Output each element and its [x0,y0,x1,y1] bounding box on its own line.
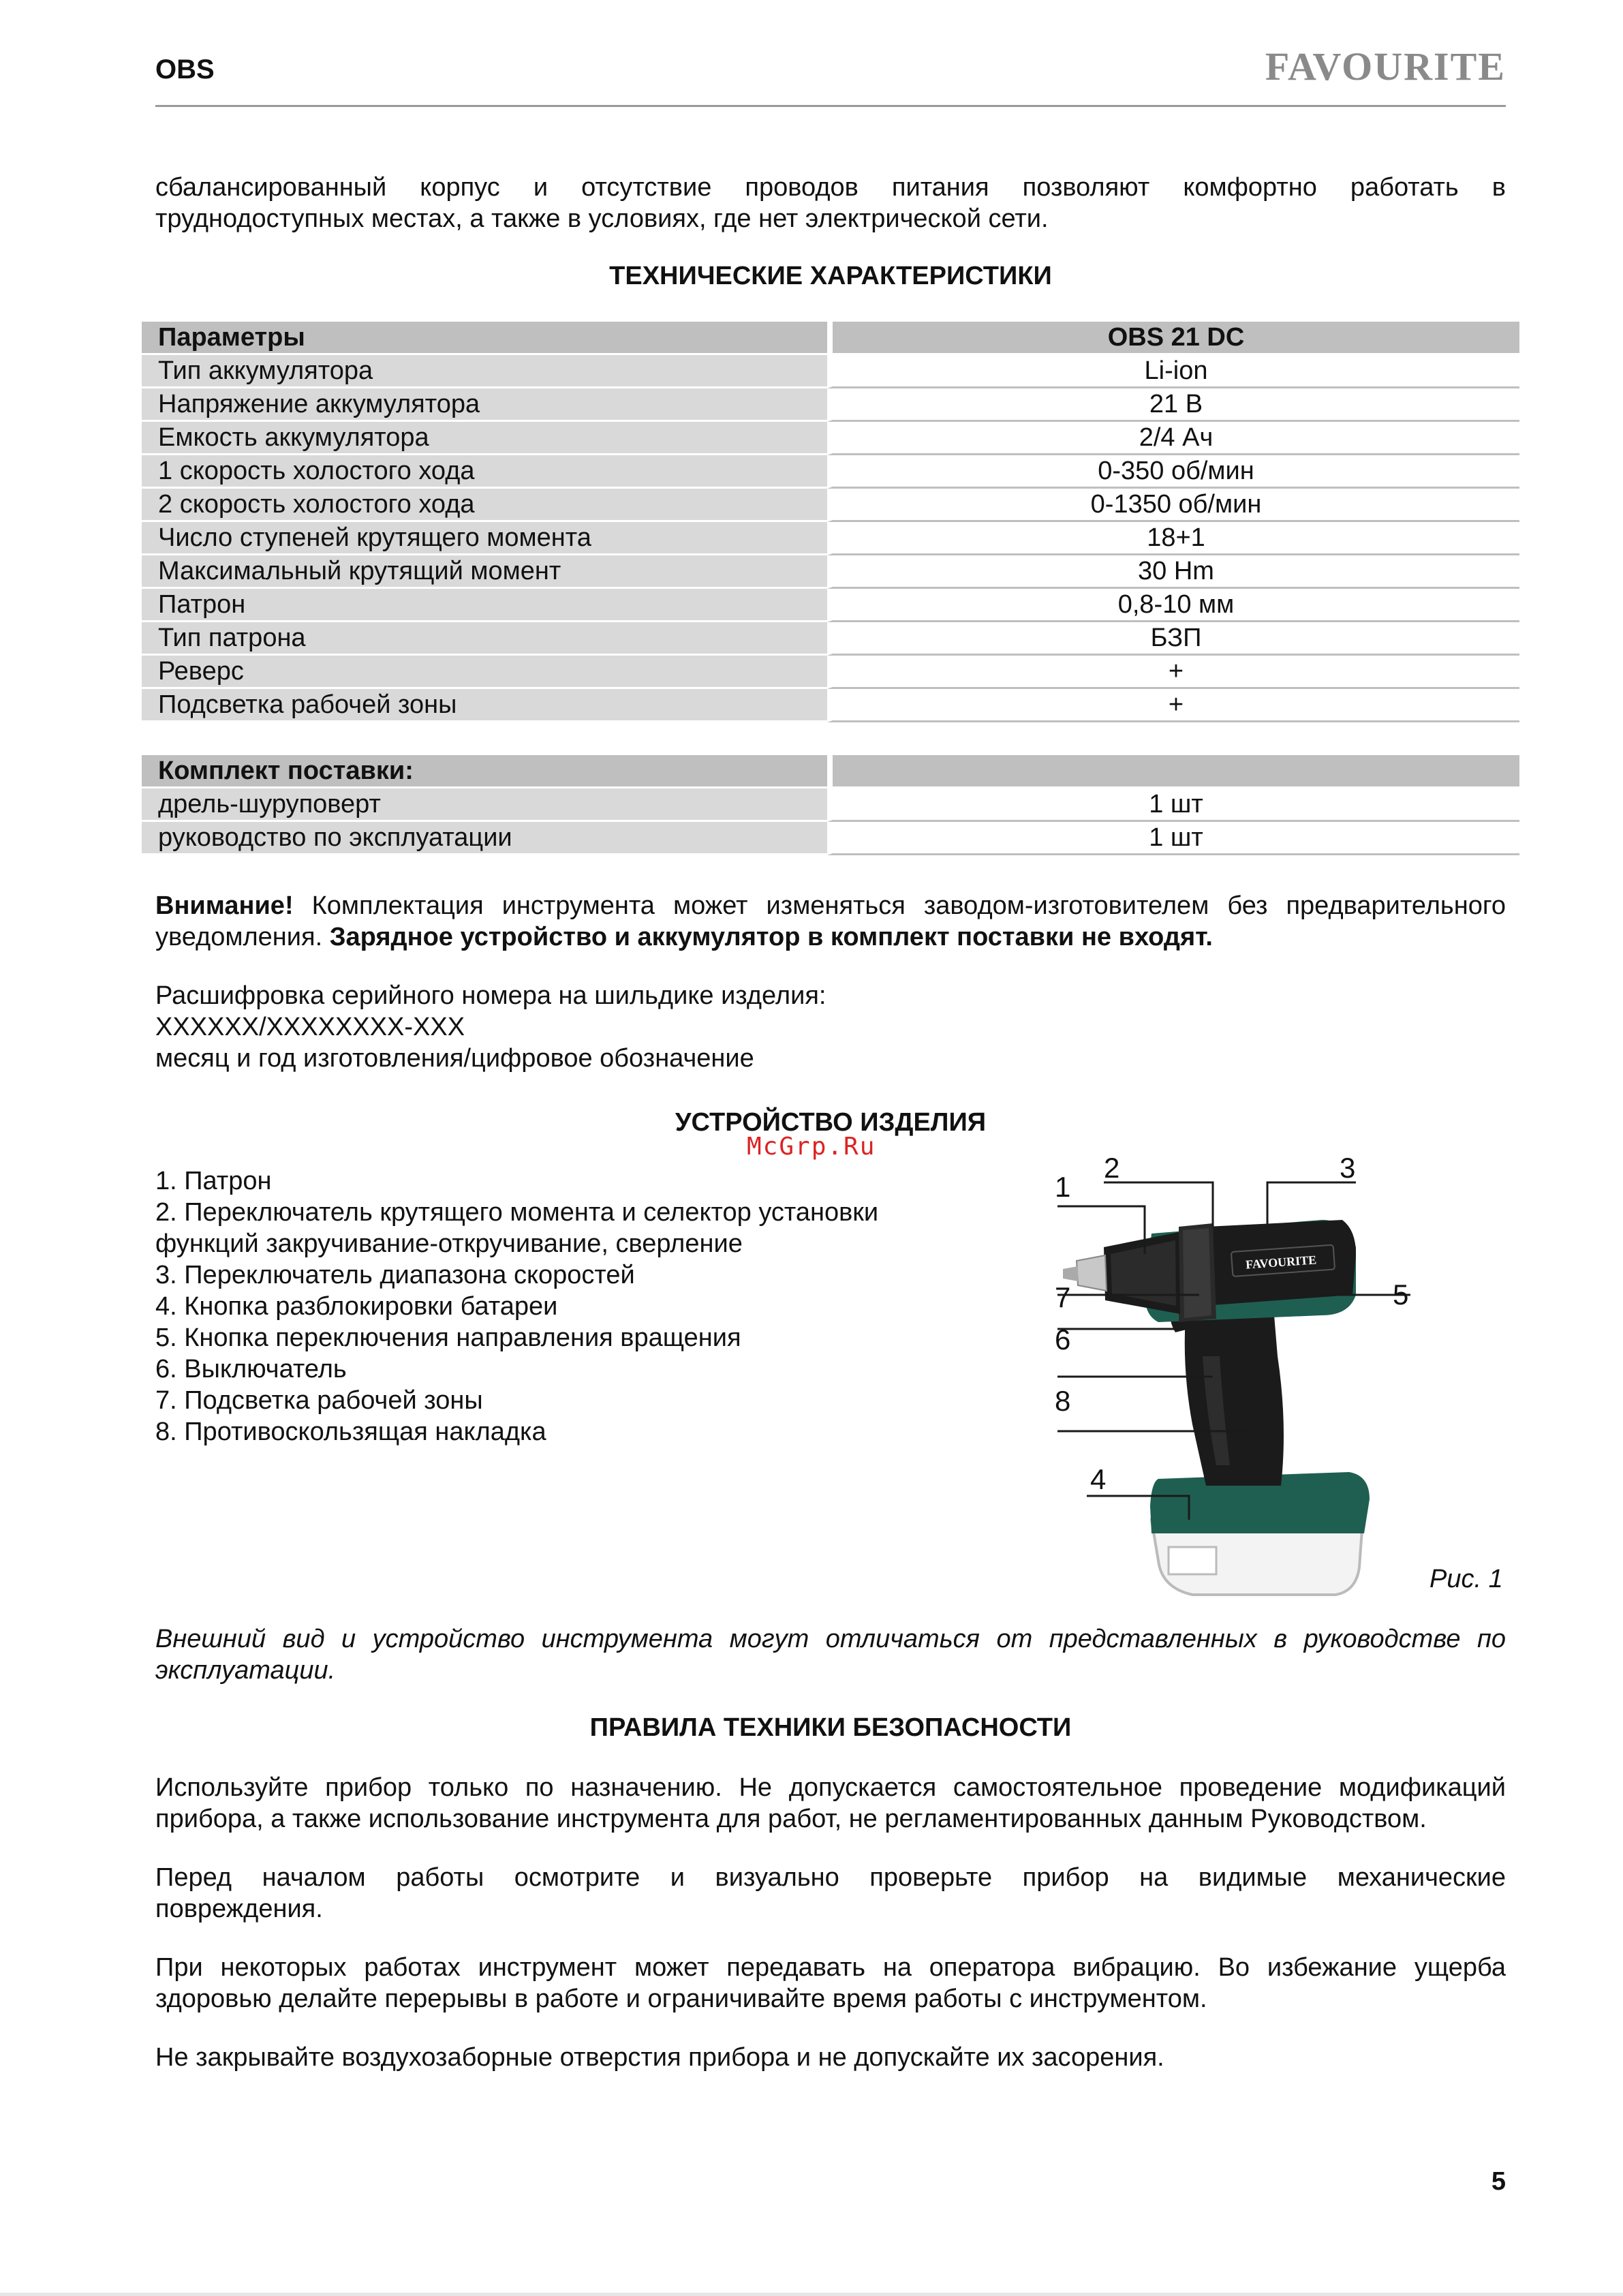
device-parts-list [155,1165,973,1448]
specs-value-cell: Li-ion [827,355,1519,388]
callout-1: 1 [1055,1171,1071,1203]
specs-heading: ТЕХНИЧЕСКИЕ ХАРАКТЕРИСТИКИ [609,262,1052,290]
specs-param-cell: 2 скорость холостого хода [142,489,827,522]
callout-8: 8 [1055,1385,1071,1417]
specs-value-cell: + [827,689,1519,722]
attention-line-2 [155,921,1506,953]
serial-block [155,980,826,1074]
specs-row [142,656,1519,689]
specs-value-cell: 18+1 [827,522,1519,555]
kit-row [142,822,1519,855]
serial-line-3: месяц и год изготовления/цифровое обозначение [155,1044,754,1073]
page-bottom-edge [0,2293,1623,2296]
specs-param-cell: Подсветка рабочей зоны [142,689,827,722]
specs-row [142,689,1519,722]
safety-paragraph-4: Не закрывайте воздухозаборные отверстия прибора и не допускайте их засорения. [155,2043,1164,2072]
safety-p1-line-2: прибора, а также использование инструмента для работ, не регламентированных данным Руководством. [155,1805,1427,1833]
safety-paragraph-1 [155,1772,1506,1835]
kit-table [142,755,1519,855]
device-part-item: 3. Переключатель диапазона скоростей [155,1261,635,1289]
device-part-item: 8. Противоскользящая накладка [155,1418,546,1446]
specs-value-cell: 0-1350 об/мин [827,489,1519,522]
kit-header-row [142,755,1519,789]
specs-param-cell: Тип патрона [142,622,827,656]
callout-7: 7 [1055,1281,1071,1313]
specs-value-cell: 2/4 Ач [827,422,1519,455]
header-model: OBS [155,55,215,85]
attention-text-1: Комплектация инструмента может изменяться заводом-изготовителем без предварительного [293,891,1506,920]
attention-bold-2: Зарядное устройство и аккумулятор в комплект поставки не входят. [329,923,1213,951]
intro-line-1: сбалансированный корпус и отсутствие проводов питания позволяют комфортно работать в [155,173,1506,202]
specs-value-cell: 0,8-10 мм [827,589,1519,622]
watermark: McGrp.Ru [747,1133,876,1161]
intro-paragraph [155,172,1506,234]
page-number: 5 [1491,2167,1506,2196]
specs-param-cell: Максимальный крутящий момент [142,555,827,589]
specs-row [142,388,1519,422]
specs-row [142,622,1519,656]
kit-item-cell: руководство по эксплуатации [142,822,827,855]
specs-param-cell: Емкость аккумулятора [142,422,827,455]
specs-value-cell: БЗП [827,622,1519,656]
specs-table [142,322,1519,722]
device-heading: УСТРОЙСТВО ИЗДЕЛИЯ [675,1108,987,1137]
device-part-item: 5. Кнопка переключения направления вращения [155,1323,741,1352]
safety-p3-line-2: здоровью делайте перерывы в работе и ограничивайте время работы с инструментом. [155,1985,1207,2013]
figure-caption: Рис. 1 [1429,1565,1503,1593]
attention-label: Внимание! [155,891,294,920]
drill-brand-text: FAVOURITE [1245,1253,1317,1272]
serial-line-1: Расшифровка серийного номера на шильдике изделия: [155,981,826,1010]
specs-header-row [142,322,1519,355]
appearance-note [155,1623,1506,1686]
drill-figure [1049,1152,1431,1615]
attention-text-2: уведомления. [155,923,330,951]
specs-value-cell: + [827,656,1519,689]
specs-row [142,555,1519,589]
brand-logo: FAVOURITE [1265,44,1506,89]
safety-p2-line-1: Перед началом работы осмотрите и визуально проверьте прибор на видимые механические [155,1863,1506,1892]
kit-item-cell: дрель-шуруповерт [142,789,827,822]
specs-row [142,355,1519,388]
specs-col-model: OBS 21 DC [827,322,1519,355]
callout-2: 2 [1104,1152,1120,1184]
device-part-item: 7. Подсветка рабочей зоны [155,1386,483,1415]
serial-line-2: XXXXXX/XXXXXXXX-XXX [155,1013,465,1041]
safety-p3-line-1: При некоторых работах инструмент может передавать на оператора вибрацию. Во избежание ущерба [155,1953,1506,1982]
specs-param-cell: Реверс [142,656,827,689]
specs-param-cell: 1 скорость холостого хода [142,455,827,489]
kit-qty-cell: 1 шт [827,789,1519,822]
specs-param-cell: Число ступеней крутящего момента [142,522,827,555]
specs-param-cell: Напряжение аккумулятора [142,388,827,422]
callout-3: 3 [1340,1152,1356,1184]
attention-paragraph [155,890,1506,953]
specs-row [142,489,1519,522]
appearance-note-line-2: эксплуатации. [155,1656,336,1685]
specs-col-param: Параметры [142,322,827,355]
specs-value-cell: 30 Hm [827,555,1519,589]
kit-qty-cell: 1 шт [827,822,1519,855]
kit-header-blank [827,755,1519,789]
specs-row [142,589,1519,622]
specs-row [142,522,1519,555]
safety-heading: ПРАВИЛА ТЕХНИКИ БЕЗОПАСНОСТИ [589,1713,1072,1742]
attention-line-1 [155,890,1506,921]
device-part-item: 6. Выключатель [155,1355,347,1383]
safety-paragraph-3 [155,1952,1506,2015]
device-part-item: 4. Кнопка разблокировки батареи [155,1292,558,1321]
specs-row [142,422,1519,455]
callout-4: 4 [1090,1463,1107,1495]
device-part-item: 1. Патрон [155,1167,272,1195]
kit-row [142,789,1519,822]
safety-p1-line-1: Используйте прибор только по назначению. Не допускается самостоятельное проведение модификаций [155,1773,1506,1802]
kit-heading: Комплект поставки: [142,755,827,789]
safety-p2-line-2: повреждения. [155,1895,323,1923]
device-part-item: 2. Переключатель крутящего момента и селектор установки [155,1198,879,1227]
header-divider [155,105,1506,107]
specs-value-cell: 0-350 об/мин [827,455,1519,489]
specs-row [142,455,1519,489]
safety-paragraph-2 [155,1862,1506,1925]
specs-param-cell: Патрон [142,589,827,622]
callout-5: 5 [1393,1279,1409,1311]
device-part-item: функций закручивание-откручивание, сверление [155,1229,743,1258]
intro-line-2: труднодоступных местах, а также в условиях, где нет электрической сети. [155,204,1049,233]
drill-illustration [1049,1152,1431,1615]
specs-param-cell: Тип аккумулятора [142,355,827,388]
callout-6: 6 [1055,1323,1071,1356]
appearance-note-line-1: Внешний вид и устройство инструмента могут отличаться от представленных в руководстве по [155,1625,1506,1653]
specs-value-cell: 21 В [827,388,1519,422]
